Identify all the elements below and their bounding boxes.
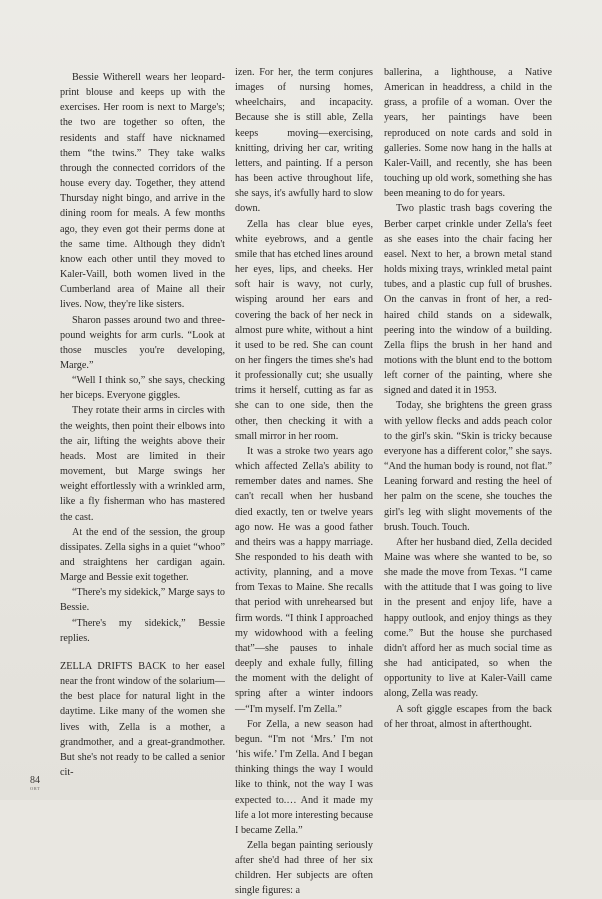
paragraph: They rotate their arms in circles with the weights, then point their elbows into the air, lifting the weights above their heads. Most are limited in their movement, but Marge swings her weight effortlessly with a wrinkled arm, like a fly fisherman who has mastered the cast. (60, 405, 225, 523)
paragraph: A soft giggle escapes from the back of her throat, almost in afterthought. (384, 703, 552, 730)
article-column-2 (235, 65, 373, 899)
paragraph: ballerina, a lighthouse, a Native American in headdress, a child in the grass, a profile of a woman. Over the years, her paintings have been reproduced on note cards and sold in galleries. Some now hang in the halls at Kaler-Vaill, and recently, she has been touching up old work, something she has been meaning to do for years. (384, 67, 552, 200)
paragraph: izen. For her, the term conjures images of nursing homes, wheelchairs, and incapacity. Because she is still able, Zella keeps moving—exercising, knitting, driving her car, writing letters, and painting. If a person has been active throughout life, she says, it's awfully hard to slow down. (235, 67, 373, 215)
paragraph: Zella began painting seriously after she'd had three of her six children. Her subjects are often single figures: a (235, 839, 373, 897)
section-break (60, 646, 225, 659)
paragraph: Bessie Witherell wears her leopard-print blouse and keeps up with the exercises. Her room is next to Marge's; the two are together so often, the residents and staff have nicknamed them “the twins.” They take walks through the connected corridors of the house every day. Together, they attend Thursday night bingo, and arrive in the dining room for meals. A few months ago, they even got their perms done at the same time. Although they didn't know each other until they moved to Kaler-Vaill, both women lived in the Cumberland area of Maine all their lives. Now, they're like sisters. (60, 72, 225, 311)
paragraph: Sharon passes around two and three-pound weights for arm curls. “Look at those muscles you're developing, Marge.” (60, 314, 225, 371)
article-column-1 (60, 70, 225, 780)
paragraph: After her husband died, Zella decided Maine was where she wanted to be, so she made the move from Texas. “I came with the attitude that I was going to live in the present and enjoy life, have a happy outlook, and enjoy things as they come.” But the house she purchased didn't afford her as much social time as she had anticipated, so when the opportunity to live at Kaler-Vaill came along, Zella was ready. (384, 536, 552, 700)
paragraph: “There's my sidekick,” Bessie replies. (60, 617, 225, 644)
section-lead-paragraph: ZELLA DRIFTS BACK to her easel near the front window of the solarium—the best place for natural light in the daytime. Like many of the women she lives with, Zella is a mother, a grandmother, and a great-grandmother. But she's not ready to be called a senior cit- (60, 660, 225, 779)
paragraph: “Well I think so,” she says, checking her biceps. Everyone giggles. (60, 375, 225, 402)
paragraph: At the end of the session, the group dissipates. Zella sighs in a quiet “whoo” and straightens her cardigan again. Marge and Bessie exit together. (60, 526, 225, 584)
page-number: 84 (30, 775, 40, 786)
paragraph: For Zella, a new season had begun. “I'm not ‘Mrs.’ I'm not ‘his wife.’ I'm Zella. And I began thinking things the way I would like to think, not the way I was expected to.… And it made my life a lot more interesting because I became Zella.” (235, 718, 373, 836)
paragraph: Two plastic trash bags covering the Berber carpet crinkle under Zella's feet as she eases into the chair facing her easel. Next to her, a brown metal stand holds mixing trays, wrinkled metal paint tubes, and a plastic cup full of brushes. On the canvas in front of her, a red-haired child stands on a sidewalk, peering into the window of a building. Zella flips the brush in her hand and motions with the blunt end to the bottom left corner of the painting, where she signed and dated it in 1953. (384, 203, 552, 397)
paragraph: Zella has clear blue eyes, white eyebrows, and a gentle smile that has etched lines around her eyes, lips, and cheeks. Her soft hair is wavy, not curly, wisping around her ears and covering the back of her neck in almost pure white, without a hint it used to be red. She can count on her fingers the times she's had it professionally cut; she usually trims it herself, cutting as far as she can to one side, then the other, then checking it with a small mirror in her room. (235, 218, 373, 442)
paragraph: Today, she brightens the green grass with yellow flecks and adds peach color to the girl's skin. “Skin is tricky because everyone has a different color,” she says. “And the human body is round, not flat.” Leaning forward and resting the heel of her palm on the scene, she touches the girl's leg with slight movements of the brush. Touch. Touch. (384, 400, 552, 533)
paragraph: “There's my sidekick,” Marge says to Bessie. (60, 587, 225, 614)
paragraph: It was a stroke two years ago which affected Zella's ability to remember dates and names. She can't recall when her husband died exactly, ten or twelve years ago now. He was a good father and theirs was a happy marriage. She responded to his death with activity, planning, and a move from Texas to Maine. She recalls that period with unrehearsed but firm words. “I think I approached my widowhood with a feeling that”—she pauses to inhale deeply and exhale fully, filling the moment with the delight of spring after a winter indoors—“I'm myself. I'm Zella.” (235, 445, 373, 715)
folio-subtitle: ORT (30, 786, 41, 791)
article-column-3 (384, 65, 552, 732)
